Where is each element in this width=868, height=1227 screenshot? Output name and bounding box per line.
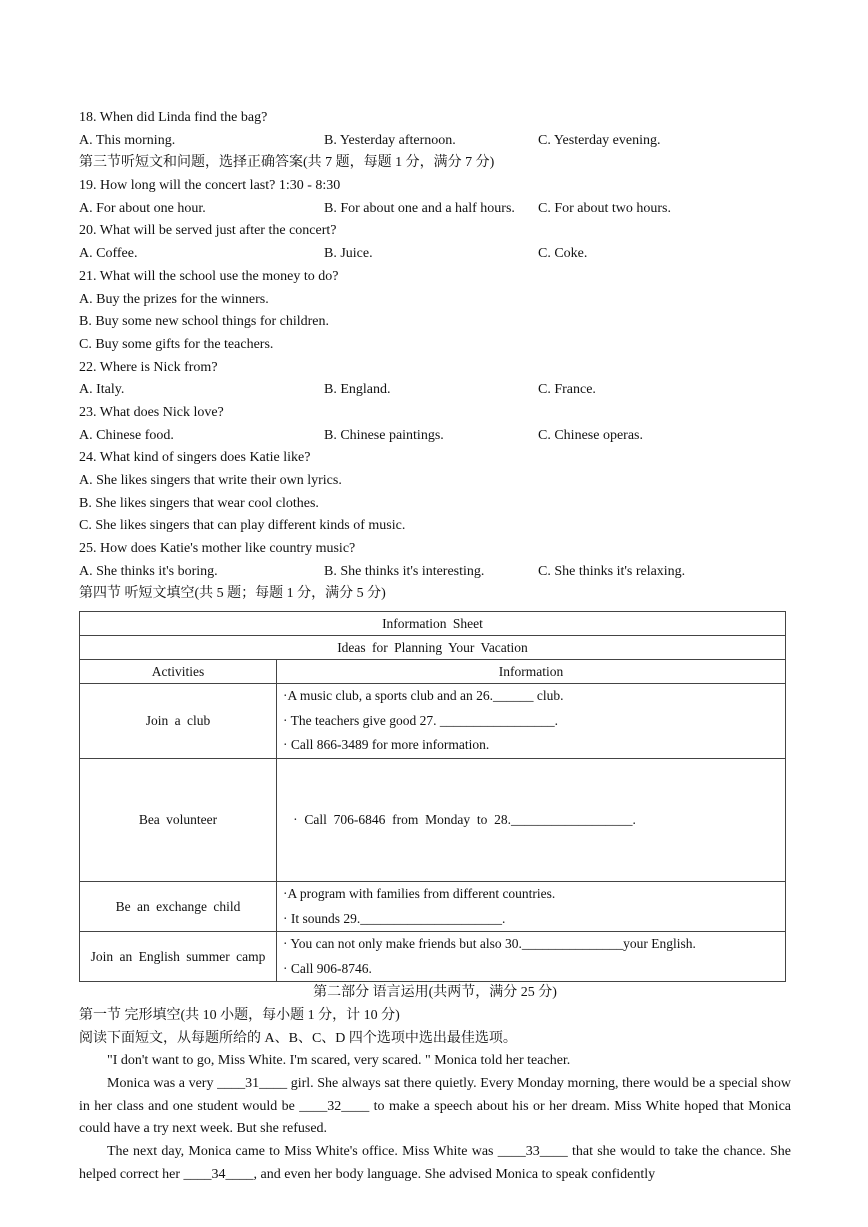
table-row <box>80 758 786 882</box>
option-b: B. Juice. <box>324 246 373 262</box>
table-row <box>80 882 786 932</box>
question-24: 24. What kind of singers does Katie like? <box>79 450 311 466</box>
option-c: C. France. <box>538 382 596 398</box>
information-sheet-table <box>79 611 786 982</box>
part-2-heading: 第二部分 语言运用(共两节，满分 25 分) <box>313 985 557 1001</box>
option-a: A. Buy the prizes for the winners. <box>79 291 269 307</box>
option-a: A. Chinese food. <box>79 427 174 443</box>
question-25: 25. How does Katie's mother like country music? <box>79 541 356 557</box>
question-19: 19. How long will the concert last? 1:30 - 8:30 <box>79 178 341 194</box>
option-c: C. Buy some gifts for the teachers. <box>79 336 274 352</box>
info-line: · Call 906-8746. <box>283 960 372 976</box>
option-c: C. She likes singers that can play different kinds of music. <box>79 518 406 534</box>
activity-cell: Join an English summer camp <box>80 932 277 982</box>
table-subtitle: Ideas for Planning Your Vacation <box>80 636 786 660</box>
info-line: · It sounds 29._____________________. <box>283 910 506 926</box>
info-line: · The teachers give good 27. _________________. <box>283 712 558 728</box>
table-row <box>80 684 786 759</box>
section-3-heading: 第三节听短文和问题，选择正确答案(共 7 题，每题 1 分，满分 7 分) <box>79 155 495 171</box>
option-c: C. Yesterday evening. <box>538 132 661 148</box>
table-title: Information Sheet <box>80 612 786 636</box>
column-header-information: Information <box>277 660 786 684</box>
question-22: 22. Where is Nick from? <box>79 359 218 375</box>
table-row <box>80 932 786 982</box>
activity-cell: Bea volunteer <box>80 758 277 882</box>
option-c: C. Chinese operas. <box>538 427 643 443</box>
column-header-activities: Activities <box>80 660 277 684</box>
section-4-heading: 第四节 听短文填空(共 5 题；每题 1 分，满分 5 分) <box>79 586 386 602</box>
info-line: · Call 706-6846 from Monday to 28.__________________. <box>283 811 636 827</box>
question-21: 21. What will the school use the money to do? <box>79 268 339 284</box>
option-b: B. She thinks it's interesting. <box>324 563 485 579</box>
option-b: B. Chinese paintings. <box>324 427 444 443</box>
option-b: B. Buy some new school things for children. <box>79 314 330 330</box>
option-a: A. She likes singers that write their own lyrics. <box>79 473 342 488</box>
info-line: · Call 866-3489 for more information. <box>283 737 490 753</box>
option-a: A. She thinks it's boring. <box>79 563 218 579</box>
option-a: A. For about one hour. <box>79 200 206 216</box>
exam-page <box>79 107 791 1186</box>
question-18: 18. When did Linda find the bag? <box>79 110 268 125</box>
part-2-instruction: 阅读下面短文，从每题所给的 A、B、C、D 四个选项中选出最佳选项。 <box>79 1030 517 1046</box>
passage-paragraph: Monica was a very ____31____ girl. She always sat there quietly. Every Monday morning, there would be a special show in her class and one student would be ____32____ to make a speech about his or her dream. Miss White hoped that Monica could have a try next week. But she refused. <box>79 1075 791 1137</box>
options-18 <box>79 130 791 153</box>
passage-paragraph: The next day, Monica came to Miss White's office. Miss White was ____33____ that she would to take the chance. She helped correct her ____34____, and even her body language. She advised Monica to speak confidently <box>79 1144 791 1182</box>
part-2-section-1-heading: 第一节 完形填空(共 10 小题，每小题 1 分，计 10 分) <box>79 1007 400 1023</box>
option-b: B. England. <box>324 382 391 398</box>
info-line: ·A program with families from different countries. <box>283 886 556 902</box>
options-19 <box>79 198 791 221</box>
info-line: · You can not only make friends but also 30._______________your English. <box>283 936 696 952</box>
options-25 <box>79 561 791 584</box>
question-23: 23. What does Nick love? <box>79 404 224 420</box>
option-c: C. For about two hours. <box>538 200 671 216</box>
passage-paragraph: "I don't want to go, Miss White. I'm scared, very scared. " Monica told her teacher. <box>107 1053 571 1069</box>
option-a: A. Coffee. <box>79 246 138 262</box>
option-a: A. Italy. <box>79 382 125 398</box>
option-b: B. She likes singers that wear cool clothes. <box>79 495 319 511</box>
info-line: ·A music club, a sports club and an 26.______ club. <box>283 688 564 704</box>
question-20: 20. What will be served just after the concert? <box>79 223 337 239</box>
option-a: A. This morning. <box>79 132 176 148</box>
option-c: C. She thinks it's relaxing. <box>538 563 686 579</box>
option-b: B. For about one and a half hours. <box>324 200 515 216</box>
option-b: B. Yesterday afternoon. <box>324 132 456 148</box>
activity-cell: Join a club <box>80 684 277 759</box>
activity-cell: Be an exchange child <box>80 882 277 932</box>
options-23 <box>79 425 791 448</box>
options-20 <box>79 243 791 266</box>
options-22 <box>79 379 791 402</box>
option-c: C. Coke. <box>538 246 588 262</box>
